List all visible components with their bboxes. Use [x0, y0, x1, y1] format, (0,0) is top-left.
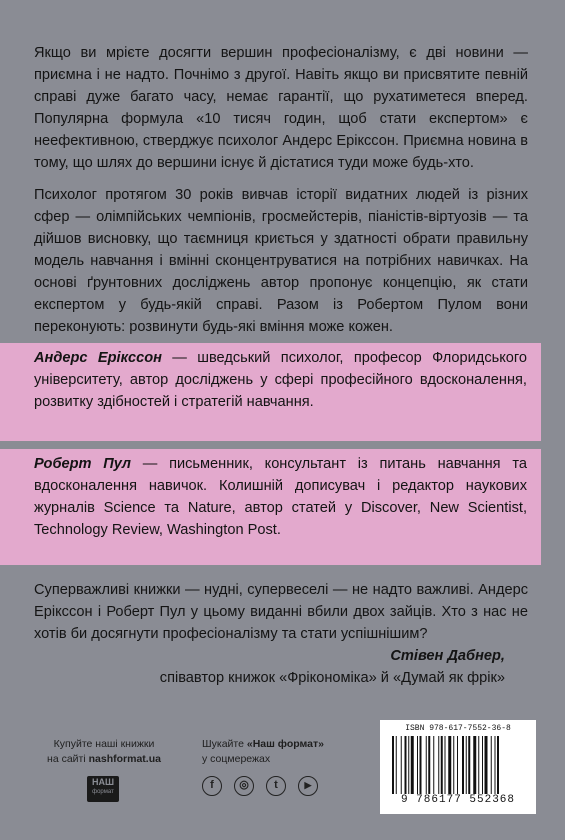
barcode-bar [466, 736, 467, 794]
social-prefix: Шукайте [202, 738, 247, 750]
youtube-icon[interactable]: ▶ [298, 776, 318, 796]
barcode-bar [478, 736, 479, 794]
barcode-bar [457, 736, 458, 794]
isbn-text: ISBN 978-617-7552-36-8 [405, 724, 511, 733]
barcode-bar [482, 736, 483, 794]
twitter-icon[interactable]: t [266, 776, 286, 796]
barcode-bar [485, 736, 488, 794]
barcode-bar [473, 736, 476, 794]
logo-top-text: НАШ [91, 777, 115, 787]
logo-bottom-text: формат [92, 789, 114, 795]
barcode-bar [453, 736, 454, 794]
author-bio-box-pool [0, 449, 541, 565]
social-brand: «Наш формат» [246, 738, 324, 750]
barcode-bar [401, 736, 402, 794]
buy-notice [34, 737, 174, 767]
publisher-logo [87, 776, 119, 802]
review-quote: Суперважливі книжки — нудні, супервеселі — не надто важливі. Андерс Ерікссон і Роберт Пул у цьому виданні вбили двох зайців. Хто з нас не хотів би досягнути професіоналізму та стати успішнішим? [34, 582, 528, 642]
barcode-bar [426, 736, 427, 794]
barcode-bar [417, 736, 418, 794]
author-bio-ericsson [0, 343, 541, 413]
publisher-site-link[interactable]: nashformat.ua [88, 753, 161, 765]
author-name-ericsson: Андерс Ерікссон [34, 350, 162, 366]
author-bio-box-ericsson [0, 343, 541, 441]
buy-line-2 [34, 752, 174, 767]
barcode-bar [438, 736, 439, 794]
body-paragraph: Психолог протягом 30 років вивчав історії видатних людей із різних сфер — олімпійських чемпіонів, гросмейстерів, піаністів-віртуозів — та дійшов висновку, що таємниця криється у здатності обрати правильну модель навчання і вмінні сконцентруватися на потрібних навичках. На основі ґрунтовних досліджень автор пропонує концепцію, як стати експертом у будь-якій справі. Разом із Робертом Пулом вони переконують: розвинути будь-які вміння може кожен. [34, 187, 528, 335]
social-line-2: у соцмережах [202, 753, 271, 765]
barcode-bar [462, 736, 464, 794]
facebook-icon[interactable]: f [202, 776, 222, 796]
barcode-bar [468, 736, 470, 794]
barcode-bar [491, 736, 492, 794]
barcode-bar [408, 736, 409, 794]
author-bio-pool [0, 449, 541, 541]
barcode-bar [441, 736, 443, 794]
buy-prefix: на сайті [47, 753, 89, 765]
intro-paragraph: Якщо ви мрієте досягти вершин професіоналізму, є дві новини — приємна і не надто. Почнімо з другої. Навіть якщо ви присвятите певній справі дуже багато часу, немає гарантії, що рухатиметеся вперед. Популярна формула «10 тисяч годин, щоб стати експертом» є неефективною, стверджує психолог Андерс Ерікссон. Приємна новина в тому, що шлях до вершини існує й дістатися туди може будь-хто. [34, 45, 528, 171]
barcode-bar [448, 736, 451, 794]
reviewer-role: співавтор книжок «Фрікономіка» й «Думай як фрік» [159, 670, 505, 686]
author-bio-text-pool: — письменник, консультант із питань навчання та вдосконалення навичок. Колишній дописувач і редактор наукових журналів Science та Nature, автор статей у Discover, New Scientist, Technology Review, Washington Post. [34, 456, 527, 538]
barcode-bar [411, 736, 414, 794]
barcode-bar [445, 736, 446, 794]
barcode-bars [392, 736, 528, 794]
author-bio-text-ericsson: — шведський психолог, професор Флоридського університету, автор досліджень у сфері професійного вдосконалення, розвитку здібностей і стратегій навчання. [34, 350, 528, 410]
barcode-bar [405, 736, 407, 794]
ean-digits: 9 786177 552368 [400, 794, 516, 806]
instagram-icon[interactable]: ◎ [234, 776, 254, 796]
buy-line-1: Купуйте наші книжки [53, 738, 155, 750]
barcode-bar [497, 736, 499, 794]
reviewer-name: Стівен Дабнер, [390, 648, 505, 664]
barcode-bar [392, 736, 394, 794]
barcode-bar [433, 736, 434, 794]
barcode-bar [495, 736, 496, 794]
social-line-1 [202, 737, 382, 752]
barcode-panel [380, 720, 536, 814]
barcode-bar [420, 736, 422, 794]
author-name-pool: Роберт Пул [34, 456, 131, 472]
social-notice [202, 737, 382, 767]
barcode-bar [396, 736, 397, 794]
barcode-bar [428, 736, 430, 794]
